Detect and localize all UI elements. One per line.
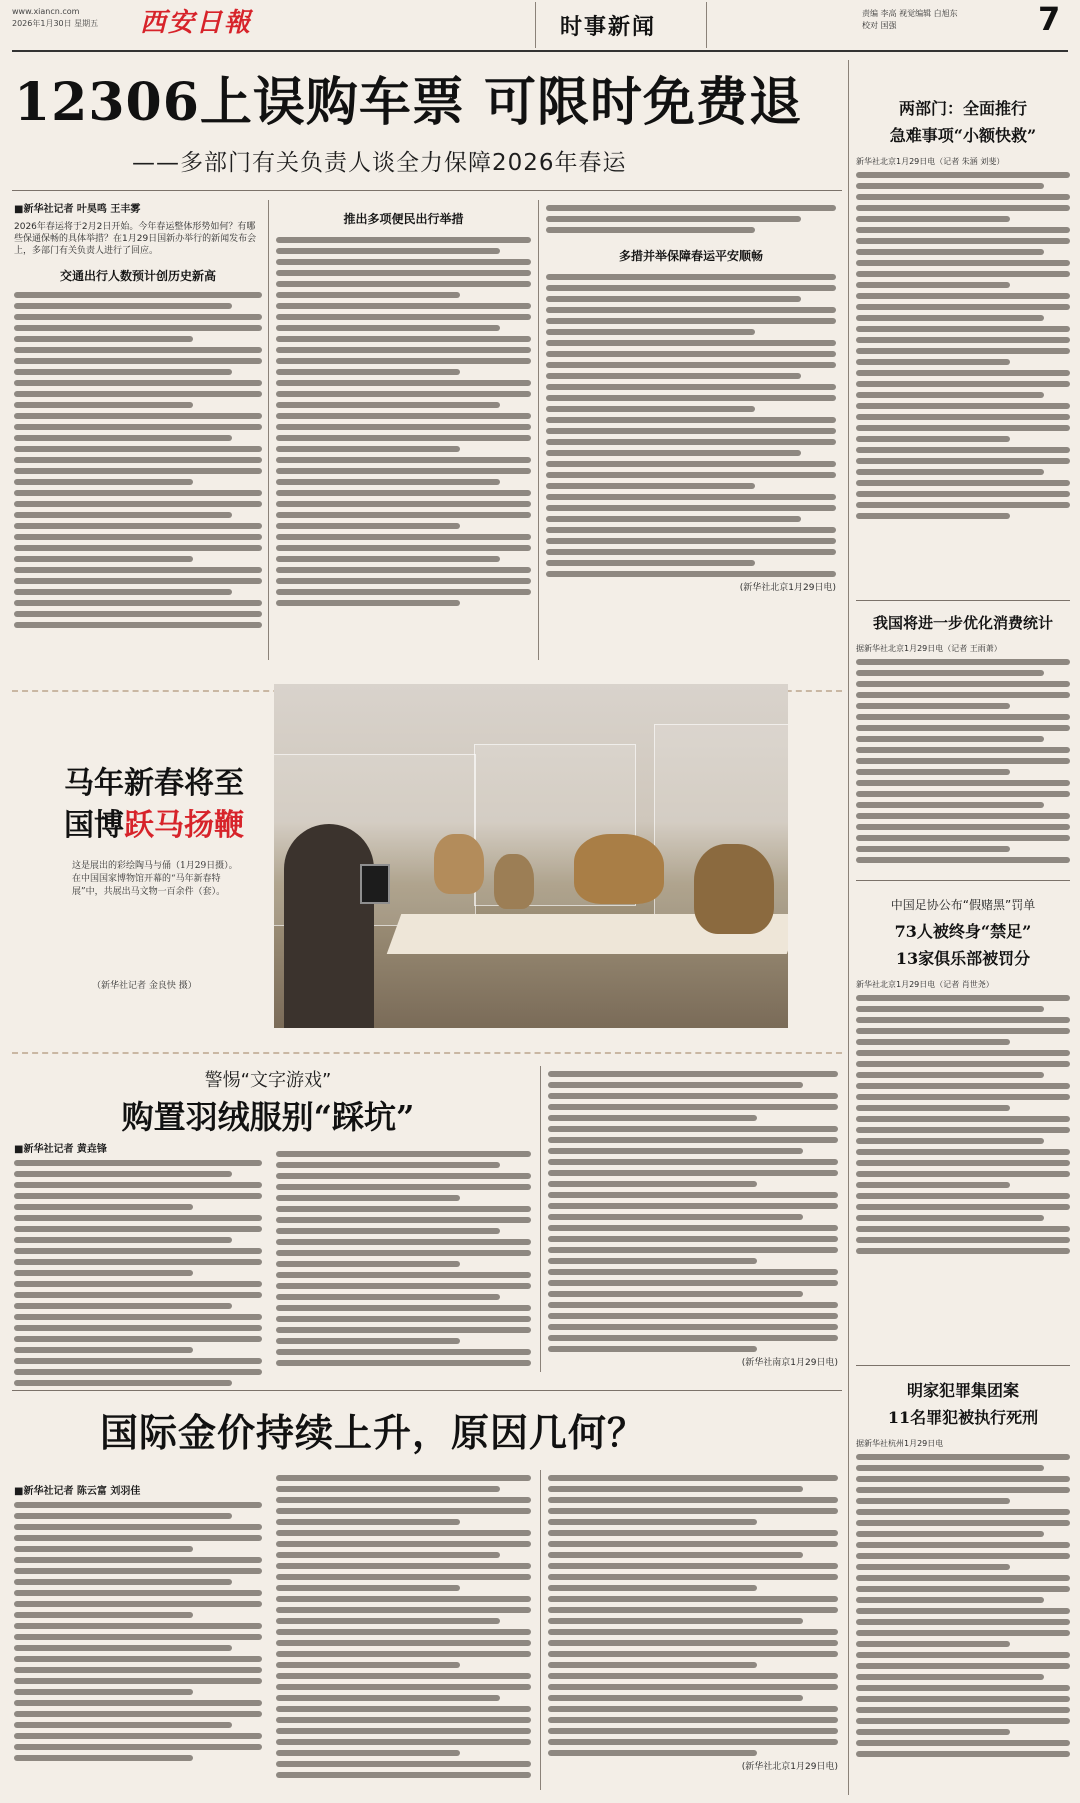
gold-column-1 [14, 1482, 262, 1766]
gold-body-1 [14, 1502, 262, 1761]
feature-kicker: 警惕“文字游戏” [204, 1070, 332, 1091]
feature-byline: ■新华社记者 黄垚锋 [14, 1144, 107, 1155]
horse-statue-1 [574, 834, 664, 904]
story1-body [856, 172, 1070, 519]
visitor-phone [360, 864, 390, 904]
lead-headline: 12306上误购车票 可限时免费退 [14, 72, 803, 133]
story4-title-2: 11名罪犯被执行死刑 [887, 1408, 1039, 1427]
story3-dateline: 新华社北京1月29日电（记者 肖世尧） [856, 980, 994, 989]
story3-body [856, 995, 1070, 1254]
story1-title-2: 急难事项“小额快救” [889, 126, 1037, 145]
editors-line-1: 责编 李高 视觉编辑 白旭东 [862, 9, 958, 18]
visitor-figure [284, 824, 374, 1028]
story3-kicker: 中国足协公布“假赌黑”罚单 [890, 898, 1036, 912]
sidebar-story-4 [856, 1378, 1070, 1762]
photo-title-line-1: 马年新春将至 [64, 766, 244, 801]
feature-column-3 [548, 1066, 838, 1369]
lead-body-3a [546, 205, 836, 233]
lead-intro: 2026年春运将于2月2日开始。今年春运整体形势如何？有哪些保通保畅的具体举措？在1月29日国新办举行的新闻发布会上，多部门有关负责人进行了回应。 [14, 222, 257, 256]
gold-divider [540, 1470, 541, 1790]
photo-credit: （新华社记者 金良快 摄） [92, 981, 197, 991]
gold-dateline: (新华社北京1月29日电) [741, 1762, 838, 1772]
gold-byline: ■新华社记者 陈云富 刘羽佳 [14, 1486, 141, 1497]
lead-byline: ■新华社记者 叶昊鸣 王丰雾 [14, 204, 141, 215]
lead-section-1-title: 交通出行人数预计创历史新高 [59, 269, 216, 283]
photo-caption: 这是展出的彩绘陶马与俑（1月29日摄）。在中国国家博物馆开幕的“马年新春特展”中，共展出马文物一百余件（套）。 [72, 861, 238, 897]
photo-feature [12, 690, 842, 1054]
issue-date: 2026年1月30日 星期五 [12, 19, 99, 28]
section-name: 时事新闻 [560, 15, 657, 40]
sidebar-story-3 [856, 896, 1070, 1259]
lead-rule [12, 190, 842, 191]
photo-title-line-2 [64, 800, 244, 844]
sidebar-rule-2 [856, 880, 1070, 881]
feature-column-1 [14, 1140, 262, 1391]
horse-statue-2 [694, 844, 774, 934]
story4-dateline: 据新华社杭州1月29日电 [856, 1439, 944, 1448]
lead-column-1 [14, 200, 262, 633]
gold-headline: 国际金价持续上升，原因几何？ [100, 1410, 647, 1455]
lead-body-3b [546, 274, 836, 577]
sidebar-divider [848, 60, 849, 1795]
story2-title: 我国将进一步优化消费统计 [872, 614, 1053, 632]
page-number: 7 [1038, 0, 1061, 38]
feature-bottom-rule [12, 1390, 842, 1391]
photo-title-highlight: 跃马扬鞭 [124, 808, 244, 843]
story4-body [856, 1454, 1070, 1757]
feature-headline: 购置羽绒服别“踩坑” [121, 1098, 415, 1136]
sidebar-rule-3 [856, 1365, 1070, 1366]
lead-body-1 [14, 292, 262, 628]
newspaper-logo: 西安日報 [140, 8, 253, 38]
lead-subheadline: ——多部门有关负责人谈全力保障2026年春运 [132, 150, 627, 176]
story1-title-1: 两部门：全面推行 [898, 99, 1027, 118]
sidebar-story-1 [856, 96, 1070, 524]
museum-photo [274, 684, 788, 1028]
lead-divider-2 [538, 200, 539, 660]
lead-divider-1 [268, 200, 269, 660]
lead-section-2-title: 推出多项便民出行举措 [343, 212, 464, 226]
lead-column-2 [276, 200, 531, 611]
masthead [0, 0, 1080, 60]
story1-dateline: 新华社北京1月29日电（记者 朱涵 刘斐） [856, 157, 1005, 166]
lead-section-3-title: 多措并举保障春运平安顺畅 [618, 249, 763, 263]
editors-line-2: 校对 国强 [862, 21, 897, 30]
story4-title-1: 明家犯罪集团案 [906, 1381, 1019, 1400]
story3-title-2: 13家俱乐部被罚分 [895, 949, 1031, 968]
gold-column-3 [548, 1470, 838, 1773]
photo-title-prefix: 国博 [64, 808, 124, 843]
lead-dateline: (新华社北京1月29日电) [739, 583, 836, 593]
horse-statue-3 [434, 834, 484, 894]
lead-body-2 [276, 237, 531, 606]
sidebar-story-2 [856, 612, 1070, 868]
story3-title-1: 73人被终身“禁足” [894, 922, 1032, 941]
feature-body-1 [14, 1160, 262, 1386]
masthead-rule [12, 50, 1068, 52]
feature-divider [540, 1066, 541, 1372]
gold-column-2 [276, 1470, 531, 1783]
feature-column-2 [276, 1146, 531, 1371]
feature-dateline: (新华社南京1月29日电) [741, 1358, 838, 1368]
horse-statue-4 [494, 854, 534, 909]
sidebar-rule-1 [856, 600, 1070, 601]
story2-body [856, 659, 1070, 863]
site-url[interactable]: www.xiancn.com [12, 7, 80, 16]
lead-column-3 [546, 200, 836, 594]
story2-dateline: 据新华社北京1月29日电（记者 王雨萧） [856, 644, 1002, 653]
